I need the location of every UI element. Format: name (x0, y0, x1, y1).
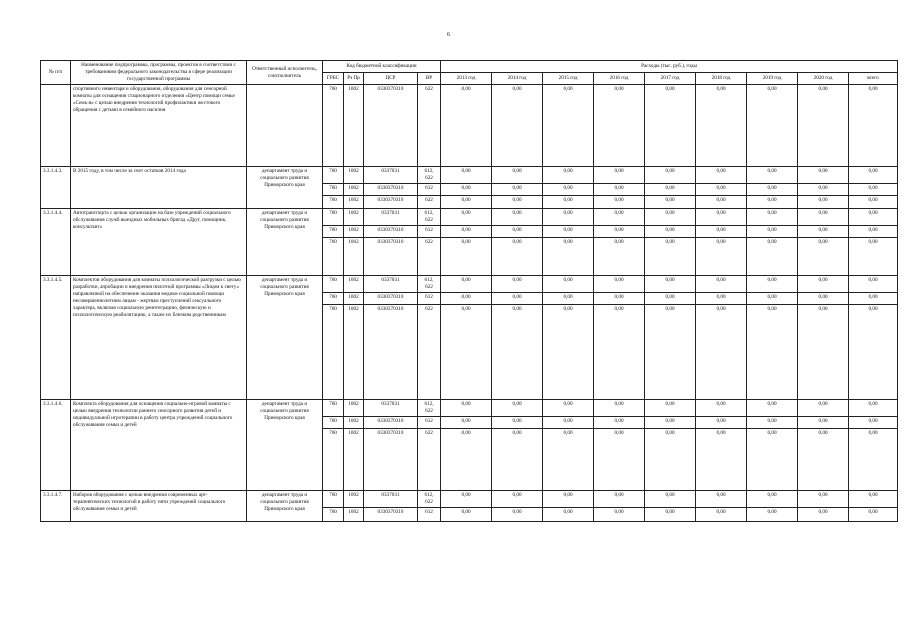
value-year: 0,00 (441, 400, 492, 417)
code-vr: 612 (418, 293, 441, 305)
value-year: 0,00 (747, 305, 798, 400)
code-grbs: 760 (323, 508, 344, 522)
value-year: 0,00 (798, 196, 849, 209)
code-rzpr: 1002 (344, 305, 364, 400)
value-year: 0,00 (696, 238, 747, 276)
value-year: 0,00 (645, 417, 696, 429)
value-year: 0,00 (696, 491, 747, 508)
value-year: 0,00 (747, 209, 798, 226)
value-total: 0,00 (849, 417, 898, 429)
value-total: 0,00 (849, 196, 898, 209)
item-executor: департамент труда и социального развития Приморского края (247, 209, 323, 276)
value-year: 0,00 (492, 238, 543, 276)
value-total: 0,00 (849, 209, 898, 226)
header-row-1 (41, 61, 898, 73)
value-year: 0,00 (747, 293, 798, 305)
value-year: 0,00 (441, 167, 492, 184)
value-year: 0,00 (645, 429, 696, 491)
value-year: 0,00 (747, 417, 798, 429)
value-year: 0,00 (594, 491, 645, 508)
value-total: 0,00 (849, 238, 898, 276)
value-year: 0,00 (492, 226, 543, 238)
item-name: Наборов оборудования с целью внедрения современных арт-терапевтических технологий в работу пяти учреждений социального обслуживания семьи и детей (71, 491, 247, 522)
header-year-col: 2014 год (492, 73, 543, 85)
value-year: 0,00 (441, 209, 492, 226)
value-total: 0,00 (849, 400, 898, 417)
code-vr: 612, 622 (418, 276, 441, 293)
item-number: 3.3.1.4.3. (41, 167, 71, 209)
code-vr: 622 (418, 85, 441, 167)
table-row (41, 85, 898, 167)
header-year-col: 2015 год (543, 73, 594, 85)
code-csr: 0330370310 (364, 184, 418, 196)
code-rzpr: 1002 (344, 429, 364, 491)
value-year: 0,00 (441, 305, 492, 400)
header-code-col: Рз Пр (344, 73, 364, 85)
value-year: 0,00 (798, 226, 849, 238)
code-csr: 0330370310 (364, 196, 418, 209)
value-year: 0,00 (594, 184, 645, 196)
value-year: 0,00 (543, 491, 594, 508)
item-name: спортивного инвентаря и оборудования, оборудования для сенсорной комнаты для оснащения стационарного отделения «Центр помощи семье «Семь-я» с целью внедрения технологий профилактики жестокого обращения с детьми в семейного насилия (71, 85, 247, 167)
value-year: 0,00 (543, 429, 594, 491)
code-grbs: 760 (323, 491, 344, 508)
value-year: 0,00 (645, 293, 696, 305)
value-year: 0,00 (492, 400, 543, 417)
value-year: 0,00 (645, 226, 696, 238)
value-total: 0,00 (849, 167, 898, 184)
value-year: 0,00 (798, 276, 849, 293)
value-year: 0,00 (798, 184, 849, 196)
value-year: 0,00 (798, 85, 849, 167)
item-name: Автотранспорта с целью организации на базе учреждений социального обслуживания служб выездных мобильных бригад «Друг, помощник, консультант» (71, 209, 247, 276)
code-grbs: 760 (323, 167, 344, 184)
value-year: 0,00 (696, 429, 747, 491)
value-year: 0,00 (594, 508, 645, 522)
value-total: 0,00 (849, 226, 898, 238)
value-year: 0,00 (441, 196, 492, 209)
code-csr: 0330370310 (364, 417, 418, 429)
value-year: 0,00 (492, 209, 543, 226)
value-year: 0,00 (543, 508, 594, 522)
value-year: 0,00 (798, 508, 849, 522)
value-year: 0,00 (594, 429, 645, 491)
code-vr: 622 (418, 305, 441, 400)
value-year: 0,00 (798, 491, 849, 508)
code-csr: 0330370310 (364, 226, 418, 238)
value-year: 0,00 (594, 276, 645, 293)
code-grbs: 760 (323, 226, 344, 238)
code-rzpr: 1002 (344, 226, 364, 238)
header-year-col: 2018 год (696, 73, 747, 85)
item-number: 3.3.1.4.5. (41, 276, 71, 400)
value-year: 0,00 (747, 226, 798, 238)
code-grbs: 760 (323, 184, 344, 196)
code-rzpr: 1002 (344, 508, 364, 522)
value-year: 0,00 (441, 293, 492, 305)
code-grbs: 760 (323, 400, 344, 417)
code-grbs: 760 (323, 276, 344, 293)
value-year: 0,00 (441, 508, 492, 522)
value-year: 0,00 (747, 238, 798, 276)
item-number: 3.3.1.4.7. (41, 491, 71, 522)
code-rzpr: 1002 (344, 196, 364, 209)
value-year: 0,00 (594, 400, 645, 417)
header-executor: Ответственный исполнитель, соисполнитель (247, 61, 323, 85)
item-executor: департамент труда и социального развития Приморского края (247, 276, 323, 400)
code-rzpr: 1002 (344, 85, 364, 167)
value-year: 0,00 (645, 276, 696, 293)
header-year-col: всего (849, 73, 898, 85)
header-year-col: 2020 год (798, 73, 849, 85)
header-year-col: 2013 год (441, 73, 492, 85)
code-grbs: 760 (323, 293, 344, 305)
value-year: 0,00 (747, 167, 798, 184)
value-year: 0,00 (645, 508, 696, 522)
code-grbs: 760 (323, 238, 344, 276)
code-rzpr: 1002 (344, 276, 364, 293)
value-year: 0,00 (645, 491, 696, 508)
value-year: 0,00 (492, 305, 543, 400)
value-year: 0,00 (645, 167, 696, 184)
code-vr: 622 (418, 238, 441, 276)
value-year: 0,00 (696, 276, 747, 293)
value-year: 0,00 (798, 293, 849, 305)
value-year: 0,00 (594, 305, 645, 400)
value-total: 0,00 (849, 184, 898, 196)
code-csr: 0337031 (364, 167, 418, 184)
value-year: 0,00 (798, 167, 849, 184)
value-year: 0,00 (696, 209, 747, 226)
code-rzpr: 1002 (344, 417, 364, 429)
value-year: 0,00 (492, 196, 543, 209)
value-year: 0,00 (747, 85, 798, 167)
table-row (41, 491, 898, 508)
value-year: 0,00 (645, 305, 696, 400)
code-csr: 0330370310 (364, 429, 418, 491)
item-number: 3.3.1.4.4. (41, 209, 71, 276)
value-year: 0,00 (696, 417, 747, 429)
header-year-col: 2019 год (747, 73, 798, 85)
code-grbs: 760 (323, 209, 344, 226)
value-total: 0,00 (849, 429, 898, 491)
item-executor: департамент труда и социального развития Приморского края (247, 491, 323, 522)
header-code-col: ГРБС (323, 73, 344, 85)
value-year: 0,00 (441, 417, 492, 429)
code-csr: 0330370310 (364, 293, 418, 305)
header-code-col: ЦСР (364, 73, 418, 85)
value-total: 0,00 (849, 293, 898, 305)
value-year: 0,00 (594, 226, 645, 238)
code-grbs: 760 (323, 196, 344, 209)
value-total: 0,00 (849, 276, 898, 293)
header-year-col: 2016 год (594, 73, 645, 85)
code-vr: 612 (418, 184, 441, 196)
value-year: 0,00 (747, 491, 798, 508)
value-year: 0,00 (543, 209, 594, 226)
value-year: 0,00 (594, 85, 645, 167)
value-year: 0,00 (543, 167, 594, 184)
value-year: 0,00 (441, 85, 492, 167)
item-number: 3.3.1.4.6. (41, 400, 71, 491)
value-year: 0,00 (543, 85, 594, 167)
value-year: 0,00 (441, 491, 492, 508)
code-rzpr: 1002 (344, 209, 364, 226)
item-executor (247, 85, 323, 167)
table-row (41, 276, 898, 293)
value-year: 0,00 (492, 184, 543, 196)
code-csr: 0330370310 (364, 305, 418, 400)
value-year: 0,00 (747, 400, 798, 417)
code-grbs: 760 (323, 417, 344, 429)
code-vr: 612, 622 (418, 209, 441, 226)
code-rzpr: 1002 (344, 400, 364, 417)
value-year: 0,00 (543, 293, 594, 305)
value-year: 0,00 (441, 238, 492, 276)
value-year: 0,00 (492, 167, 543, 184)
value-year: 0,00 (747, 196, 798, 209)
value-year: 0,00 (696, 167, 747, 184)
header-year-col: 2017 год (645, 73, 696, 85)
value-year: 0,00 (543, 238, 594, 276)
value-year: 0,00 (696, 293, 747, 305)
header-num: № п/п (41, 61, 71, 85)
code-csr: 0337031 (364, 276, 418, 293)
value-total: 0,00 (849, 305, 898, 400)
code-vr: 612, 622 (418, 167, 441, 184)
code-rzpr: 1002 (344, 167, 364, 184)
code-csr: 0337031 (364, 491, 418, 508)
header-code-col: ВР (418, 73, 441, 85)
code-vr: 612 (418, 417, 441, 429)
item-name: Комплекта оборудования для оснащения социально-игровой комнаты с целью внедрения технологии раннего сенсорного развития детей и индивидуальной игротерапии в работу центра учреждений социального обслуживания семьи и детей (71, 400, 247, 491)
header-code-group: Код бюджетной классификации (323, 61, 441, 73)
value-total: 0,00 (849, 508, 898, 522)
value-year: 0,00 (492, 429, 543, 491)
value-year: 0,00 (543, 226, 594, 238)
value-year: 0,00 (798, 209, 849, 226)
header-name: Наименование подпрограммы, программы, проектов в соответствии с требованиями федерального законодательства в сфере реализации государственной программы (71, 61, 247, 85)
item-number (41, 85, 71, 167)
value-year: 0,00 (543, 196, 594, 209)
value-year: 0,00 (645, 196, 696, 209)
value-year: 0,00 (492, 276, 543, 293)
value-year: 0,00 (747, 429, 798, 491)
value-year: 0,00 (696, 184, 747, 196)
code-vr: 612, 622 (418, 491, 441, 508)
code-grbs: 760 (323, 429, 344, 491)
code-csr: 0330370310 (364, 85, 418, 167)
value-year: 0,00 (492, 293, 543, 305)
code-rzpr: 1002 (344, 184, 364, 196)
value-year: 0,00 (543, 184, 594, 196)
value-year: 0,00 (645, 85, 696, 167)
value-year: 0,00 (645, 238, 696, 276)
value-year: 0,00 (696, 226, 747, 238)
value-year: 0,00 (798, 305, 849, 400)
value-year: 0,00 (696, 508, 747, 522)
value-year: 0,00 (492, 491, 543, 508)
value-year: 0,00 (594, 417, 645, 429)
value-year: 0,00 (594, 293, 645, 305)
table-row (41, 209, 898, 226)
code-csr: 0330370310 (364, 238, 418, 276)
code-rzpr: 1002 (344, 238, 364, 276)
value-year: 0,00 (747, 184, 798, 196)
value-year: 0,00 (798, 429, 849, 491)
value-year: 0,00 (798, 417, 849, 429)
value-year: 0,00 (645, 209, 696, 226)
value-year: 0,00 (747, 508, 798, 522)
value-year: 0,00 (492, 417, 543, 429)
value-total: 0,00 (849, 491, 898, 508)
value-year: 0,00 (696, 196, 747, 209)
value-year: 0,00 (696, 400, 747, 417)
item-executor: департамент труда и социального развития Приморского края (247, 400, 323, 491)
value-year: 0,00 (645, 184, 696, 196)
code-csr: 0337031 (364, 209, 418, 226)
value-year: 0,00 (645, 400, 696, 417)
value-year: 0,00 (594, 167, 645, 184)
table-row (41, 400, 898, 417)
value-year: 0,00 (543, 400, 594, 417)
value-year: 0,00 (594, 196, 645, 209)
code-grbs: 760 (323, 85, 344, 167)
item-executor: департамент труда и социального развития Приморского края (247, 167, 323, 209)
code-grbs: 760 (323, 305, 344, 400)
item-name: В 2015 году, в том числе за счет остатков 2014 года (71, 167, 247, 209)
code-vr: 612 (418, 508, 441, 522)
code-rzpr: 1002 (344, 293, 364, 305)
value-year: 0,00 (543, 417, 594, 429)
table-row (41, 167, 898, 184)
code-vr: 612, 622 (418, 400, 441, 417)
header-expenses-group: Расходы (тыс. руб.), годы (441, 61, 898, 73)
value-year: 0,00 (441, 429, 492, 491)
value-year: 0,00 (492, 85, 543, 167)
code-vr: 612 (418, 226, 441, 238)
value-year: 0,00 (543, 276, 594, 293)
code-vr: 622 (418, 429, 441, 491)
value-year: 0,00 (696, 305, 747, 400)
budget-table (40, 60, 898, 522)
value-year: 0,00 (798, 238, 849, 276)
item-name: Комплектов оборудования для комнаты психологической разгрузки с целью разработки, апробации и внедрения пилотной программы «Лицом к свету» направленной на обеспечение оказания медико-социальной помощи несовершеннолетним лицам - жертвам преступлений сексуального характера, включая социальную реинтеграцию, физическую и психологическую реабилитацию, а также их близким родственникам (71, 276, 247, 400)
value-year: 0,00 (543, 305, 594, 400)
value-total: 0,00 (849, 85, 898, 167)
value-year: 0,00 (696, 85, 747, 167)
value-year: 0,00 (798, 400, 849, 417)
value-year: 0,00 (594, 209, 645, 226)
value-year: 0,00 (441, 184, 492, 196)
code-vr: 622 (418, 196, 441, 209)
value-year: 0,00 (492, 508, 543, 522)
code-rzpr: 1002 (344, 491, 364, 508)
value-year: 0,00 (441, 226, 492, 238)
value-year: 0,00 (594, 238, 645, 276)
value-year: 0,00 (441, 276, 492, 293)
page-number: 6 (447, 32, 450, 38)
code-csr: 0330370310 (364, 508, 418, 522)
value-year: 0,00 (747, 276, 798, 293)
code-csr: 0337031 (364, 400, 418, 417)
